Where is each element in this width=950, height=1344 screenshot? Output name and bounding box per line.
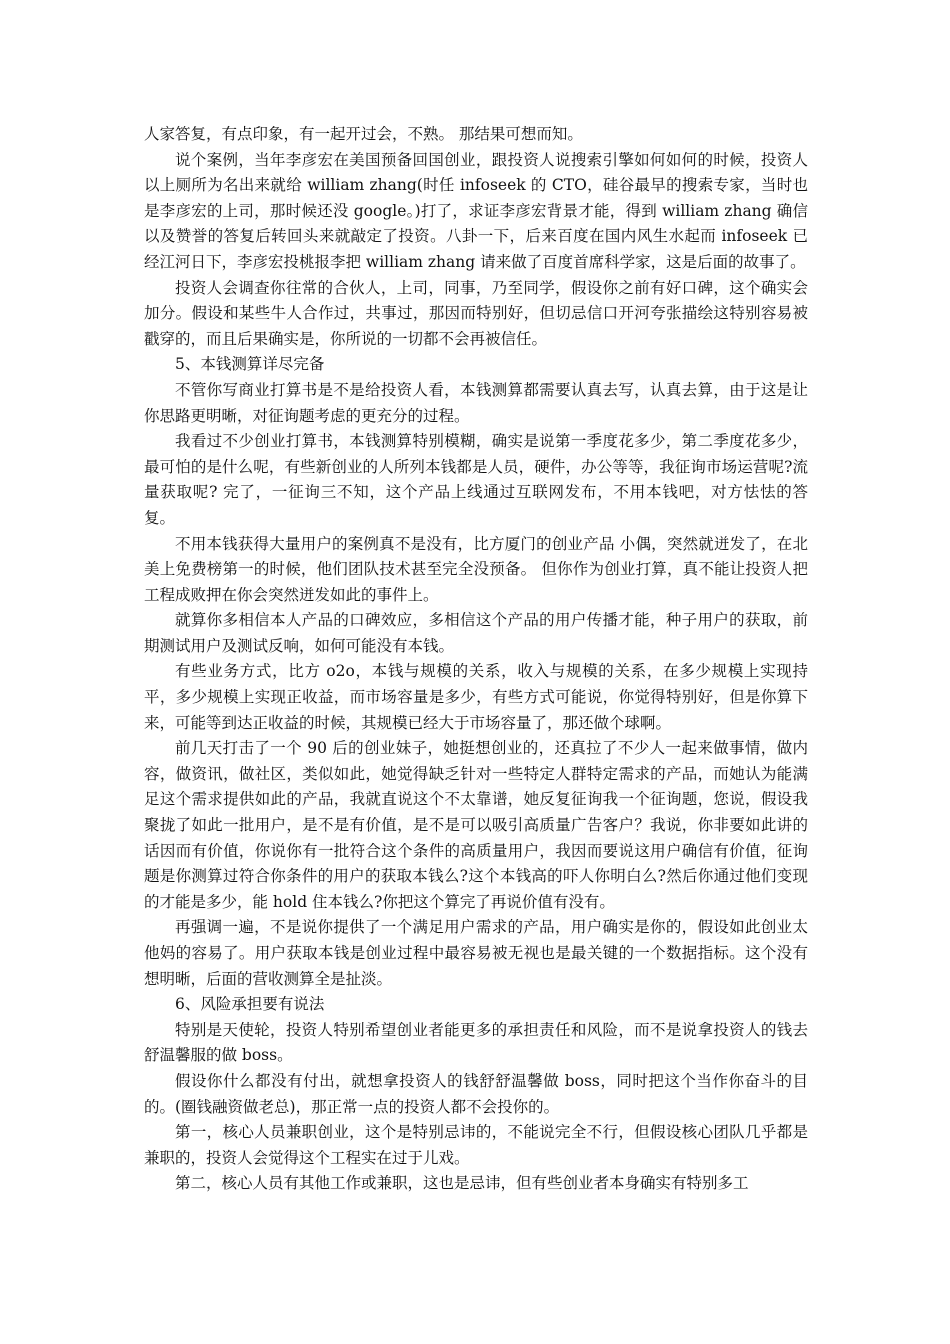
paragraph: 第一，核心人员兼职创业，这个是特别忌讳的，不能说完全不行，但假设核心团队几乎都是兼职的，投资人会觉得这个工程实在过于儿戏。 [144,1123,808,1167]
paragraph: 我看过不少创业打算书，本钱测算特别模糊，确实是说第一季度花多少，第二季度花多少，最可怕的是什么呢，有些新创业的人所列本钱都是人员，硬件，办公等等，我征询市场运营呢?流量获取呢? 完了，一征询三不知，这个产品上线通过互联网发布，不用本钱吧，对方怯怯的答复。 [144,432,808,527]
paragraph: 有些业务方式，比方 o2o，本钱与规模的关系，收入与规模的关系，在多少规模上实现持平，多少规模上实现正收益，而市场容量是多少，有些方式可能说，你觉得特别好，但是你算下来，可能等到达正收益的时候，其规模已经大于市场容量了，那还做个球啊。 [144,662,808,732]
paragraph: 再强调一遍，不是说你提供了一个满足用户需求的产品，用户确实是你的，假设如此创业太他妈的容易了。用户获取本钱是创业过程中最容易被无视也是最关键的一个数据指标。这个没有想明晰，后面的营收测算全是扯淡。 [144,918,808,988]
paragraph: 就算你多相信本人产品的口碑效应，多相信这个产品的用户传播才能，种子用户的获取，前期测试用户及测试反响，如何可能没有本钱。 [144,611,808,655]
paragraph: 人家答复，有点印象，有一起开过会，不熟。 那结果可想而知。 [144,125,583,143]
section-heading: 5、本钱测算详尽完备 [175,355,325,374]
paragraph: 假设你什么都没有付出，就想拿投资人的钱舒舒温馨做 boss，同时把这个当作你奋斗的目的。(圈钱融资做老总)，那正常一点的投资人都不会投你的。 [144,1071,808,1116]
paragraph: 不管你写商业打算书是不是给投资人看，本钱测算都需要认真去写，认真去算，由于这是让你思路更明晰，对征询题考虑的更充分的过程。 [144,380,808,425]
paragraph: 特别是天使轮，投资人特别希望创业者能更多的承担责任和风险，而不是说拿投资人的钱去舒温馨服的做 boss。 [144,1020,808,1065]
paragraph: 不用本钱获得大量用户的案例真不是没有，比方厦门的创业产品 小偶，突然就迸发了，在北美上免费榜第一的时候，他们团队技术甚至完全没预备。 但你作为创业打算，真不能让投资人把工程成败押在你会突然迸发如此的事件上。 [144,534,808,604]
paragraph: 说个案例，当年李彦宏在美国预备回国创业，跟投资人说搜索引擎如何如何的时候，投资人以上厕所为名出来就给 william zhang(时任 infoseek 的 CTO，硅谷最早的搜索专家，当时也是李彦宏的上司，那时候还没 google。)打了，求证李彦宏背景才能，得到 william zhang 确信以及赞誉的答复后转回头来就敲定了投资。八卦一下，后来百度在国内风生水起而 infoseek 已经江河日下，李彦宏投桃报李把 william zhang 请来做了百度首席科学家，这是后面的故事了。 [144,150,808,271]
paragraph: 第二，核心人员有其他工作或兼职，这也是忌讳，但有些创业者本身确实有特别多工 [175,1174,749,1193]
section-heading: 6、风险承担要有说法 [175,995,325,1014]
paragraph: 投资人会调查你往常的合伙人，上司，同事，乃至同学，假设你之前有好口碑，这个确实会加分。假设和某些牛人合作过，共事过，那因而特别好，但切忌信口开河夸张描绘这特别容易被戳穿的，而且后果确实是，你所说的一切都不会再被信任。 [144,278,808,348]
paragraph: 前几天打击了一个 90 后的创业妹子，她挺想创业的，还真拉了不少人一起来做事情，做内容，做资讯，做社区，类似如此，她觉得缺乏针对一些特定人群特定需求的产品，而她认为能满足这个需求提供如此的产品，我就直说这个不太靠谱，她反复征询我一个征询题，您说，假设我聚拢了如此一批用户，是不是有价值，是不是可以吸引高质量广告客户？我说，你非要如此讲的话因而有价值，你说你有一批符合这个条件的高质量用户，我因而要说这用户确信有价值，征询题是你测算过符合你条件的用户的获取本钱么?这个本钱高的吓人你明白么?然后你通过他们变现的才能是多少，能 hold 住本钱么?你把这个算完了再说价值有没有。 [144,739,808,911]
document-page [144,122,808,1197]
